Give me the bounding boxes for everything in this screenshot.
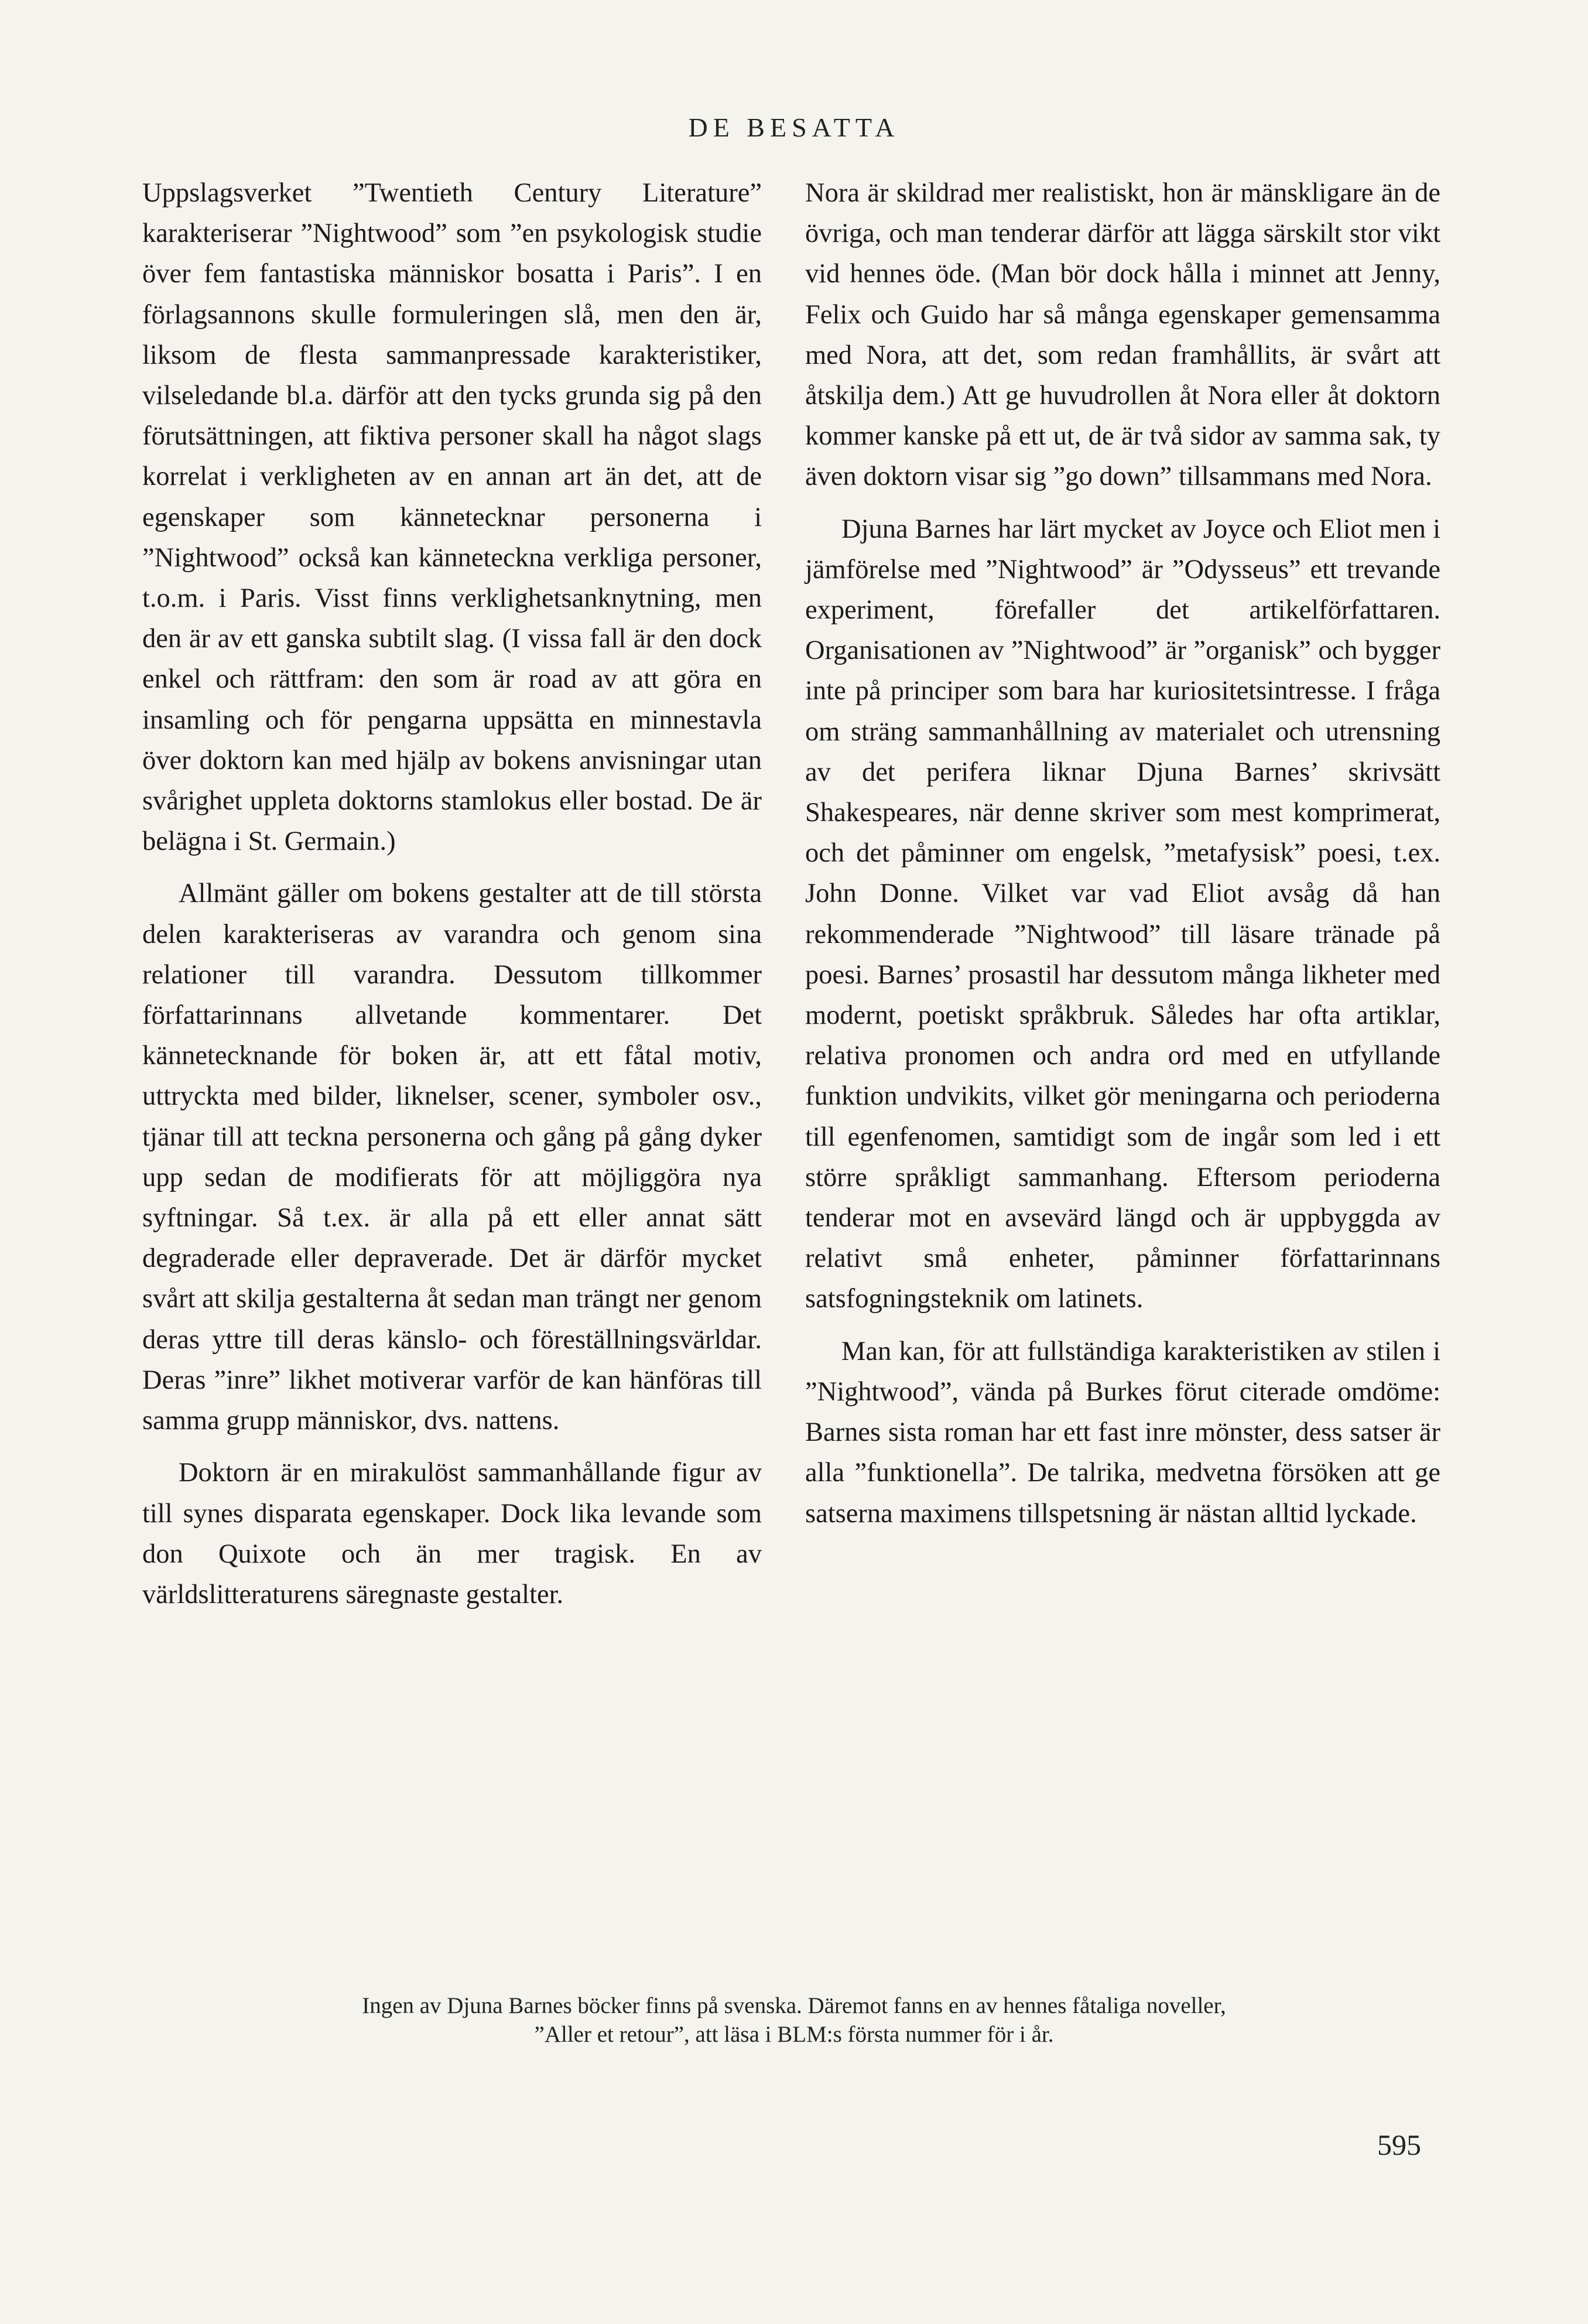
paragraph: Uppslagsverket ”Twentieth Century Literature” karakteriserar ”Nightwood” som ”en psykologisk studie över fem fantastiska människor bosatta i Paris”. I en förlagsannons skulle formuleringen slå, men den är, liksom de flesta sammanpressade karakteristiker, vilseledande bl.a. därför att den tycks grunda sig på den förutsättningen, att fiktiva personer skall ha något slags korrelat i verkligheten av en annan art än det, att de egenskaper som kännetecknar personerna i ”Nightwood” också kan känneteckna verkliga personer, t.o.m. i Paris. Visst finns verklighetsanknytning, men den är av ett ganska subtilt slag. (I vissa fall är den dock enkel och rättfram: den som är road av att göra en insamling och för pengarna uppsätta en minnestavla över doktorn kan med hjälp av bokens anvisningar utan svårighet uppleta doktorns stamlokus eller bostad. De är belägna i St. Germain.) xyxy=(142,178,762,857)
running-head: DE BESATTA xyxy=(688,112,900,142)
paragraph: Allmänt gäller om bokens gestalter att de till största delen karakteriseras av varandra och genom sina relationer till varandra. Dessutom tillkommer författarinnans allvetande kommentarer. Det kännetecknande för boken är, att ett fåtal motiv, uttryckta med bilder, liknelser, scener, symboler osv., tjänar till att teckna personerna och gång på gång dyker upp sedan de modifierats för att möjliggöra nya syftningar. Så t.ex. är alla på ett eller annat sätt degraderade eller depraverade. Det är därför mycket svårt att skilja gestalterna åt sedan man trängt ner genom deras yttre till deras känslo- och föreställningsvärldar. Deras ”inre” likhet motiverar varför de kan hänföras till samma grupp människor, dvs. nattens. xyxy=(142,879,762,1436)
footnote xyxy=(0,1991,1588,2049)
paragraph: Man kan, för att fullständiga karakteristiken av stilen i ”Nightwood”, vända på Burkes förut citerade omdöme: Barnes sista roman har ett fast inre mönster, dess satser är alla ”funktionella”. De talrika, medvetna försöken att ge satserna maximens tillspetsning är nästan alltid lyckade. xyxy=(805,1336,1440,1529)
paragraph: Nora är skildrad mer realistiskt, hon är mänskligare än de övriga, och man tenderar därför att lägga särskilt stor vikt vid hennes öde. (Man bör dock hålla i minnet att Jenny, Felix och Guido har så många egenskaper gemensamma med Nora, att det, som redan framhållits, är svårt att åtskilja dem.) Att ge huvudrollen åt Nora eller åt doktorn kommer kanske på ett ut, de är två sidor av samma sak, ty även doktorn visar sig ”go down” tillsammans med Nora. xyxy=(805,178,1440,492)
left-column xyxy=(142,173,762,1615)
right-column xyxy=(805,173,1440,1534)
paragraph: Djuna Barnes har lärt mycket av Joyce och Eliot men i jämförelse med ”Nightwood” är ”Odysseus” ett trevande experiment, förefaller det artikelförfattaren. Organisationen av ”Nightwood” är ”organisk” och bygger inte på principer som bara har kuriositetsintresse. I fråga om sträng sammanhållning av materialet och utrensning av det perifera liknar Djuna Barnes’ skrivsätt Shakespeares, när denne skriver som mest komprimerat, och det påminner om engelsk, ”metafysisk” poesi, t.ex. John Donne. Vilket var vad Eliot avsåg då han rekommenderade ”Nightwood” till läsare tränade på poesi. Barnes’ prosastil har dessutom många likheter med modernt, poetiskt språkbruk. Således har ofta artiklar, relativa pronomen och andra ord med en utfyllande funktion undvikits, vilket gör meningarna och perioderna till egenfenomen, samtidigt som de ingår som led i ett större språkligt sammanhang. Eftersom perioderna tenderar mot en avsevärd längd och är uppbyggda av relativt små enheter, påminner författarinnans satsfogningsteknik om latinets. xyxy=(805,514,1440,1314)
footnote-line: ”Aller et retour”, att läsa i BLM:s första nummer för i år. xyxy=(534,2022,1054,2047)
paragraph: Doktorn är en mirakulöst sammanhållande figur av till synes disparata egenskaper. Dock lika levande som don Quixote och än mer tragisk. En av världslitteraturens säregnaste gestalter. xyxy=(142,1458,762,1609)
page-number: 595 xyxy=(1377,2128,1421,2161)
footnote-line: Ingen av Djuna Barnes böcker finns på svenska. Däremot fanns en av hennes fåtaliga noveller, xyxy=(362,1993,1226,2018)
